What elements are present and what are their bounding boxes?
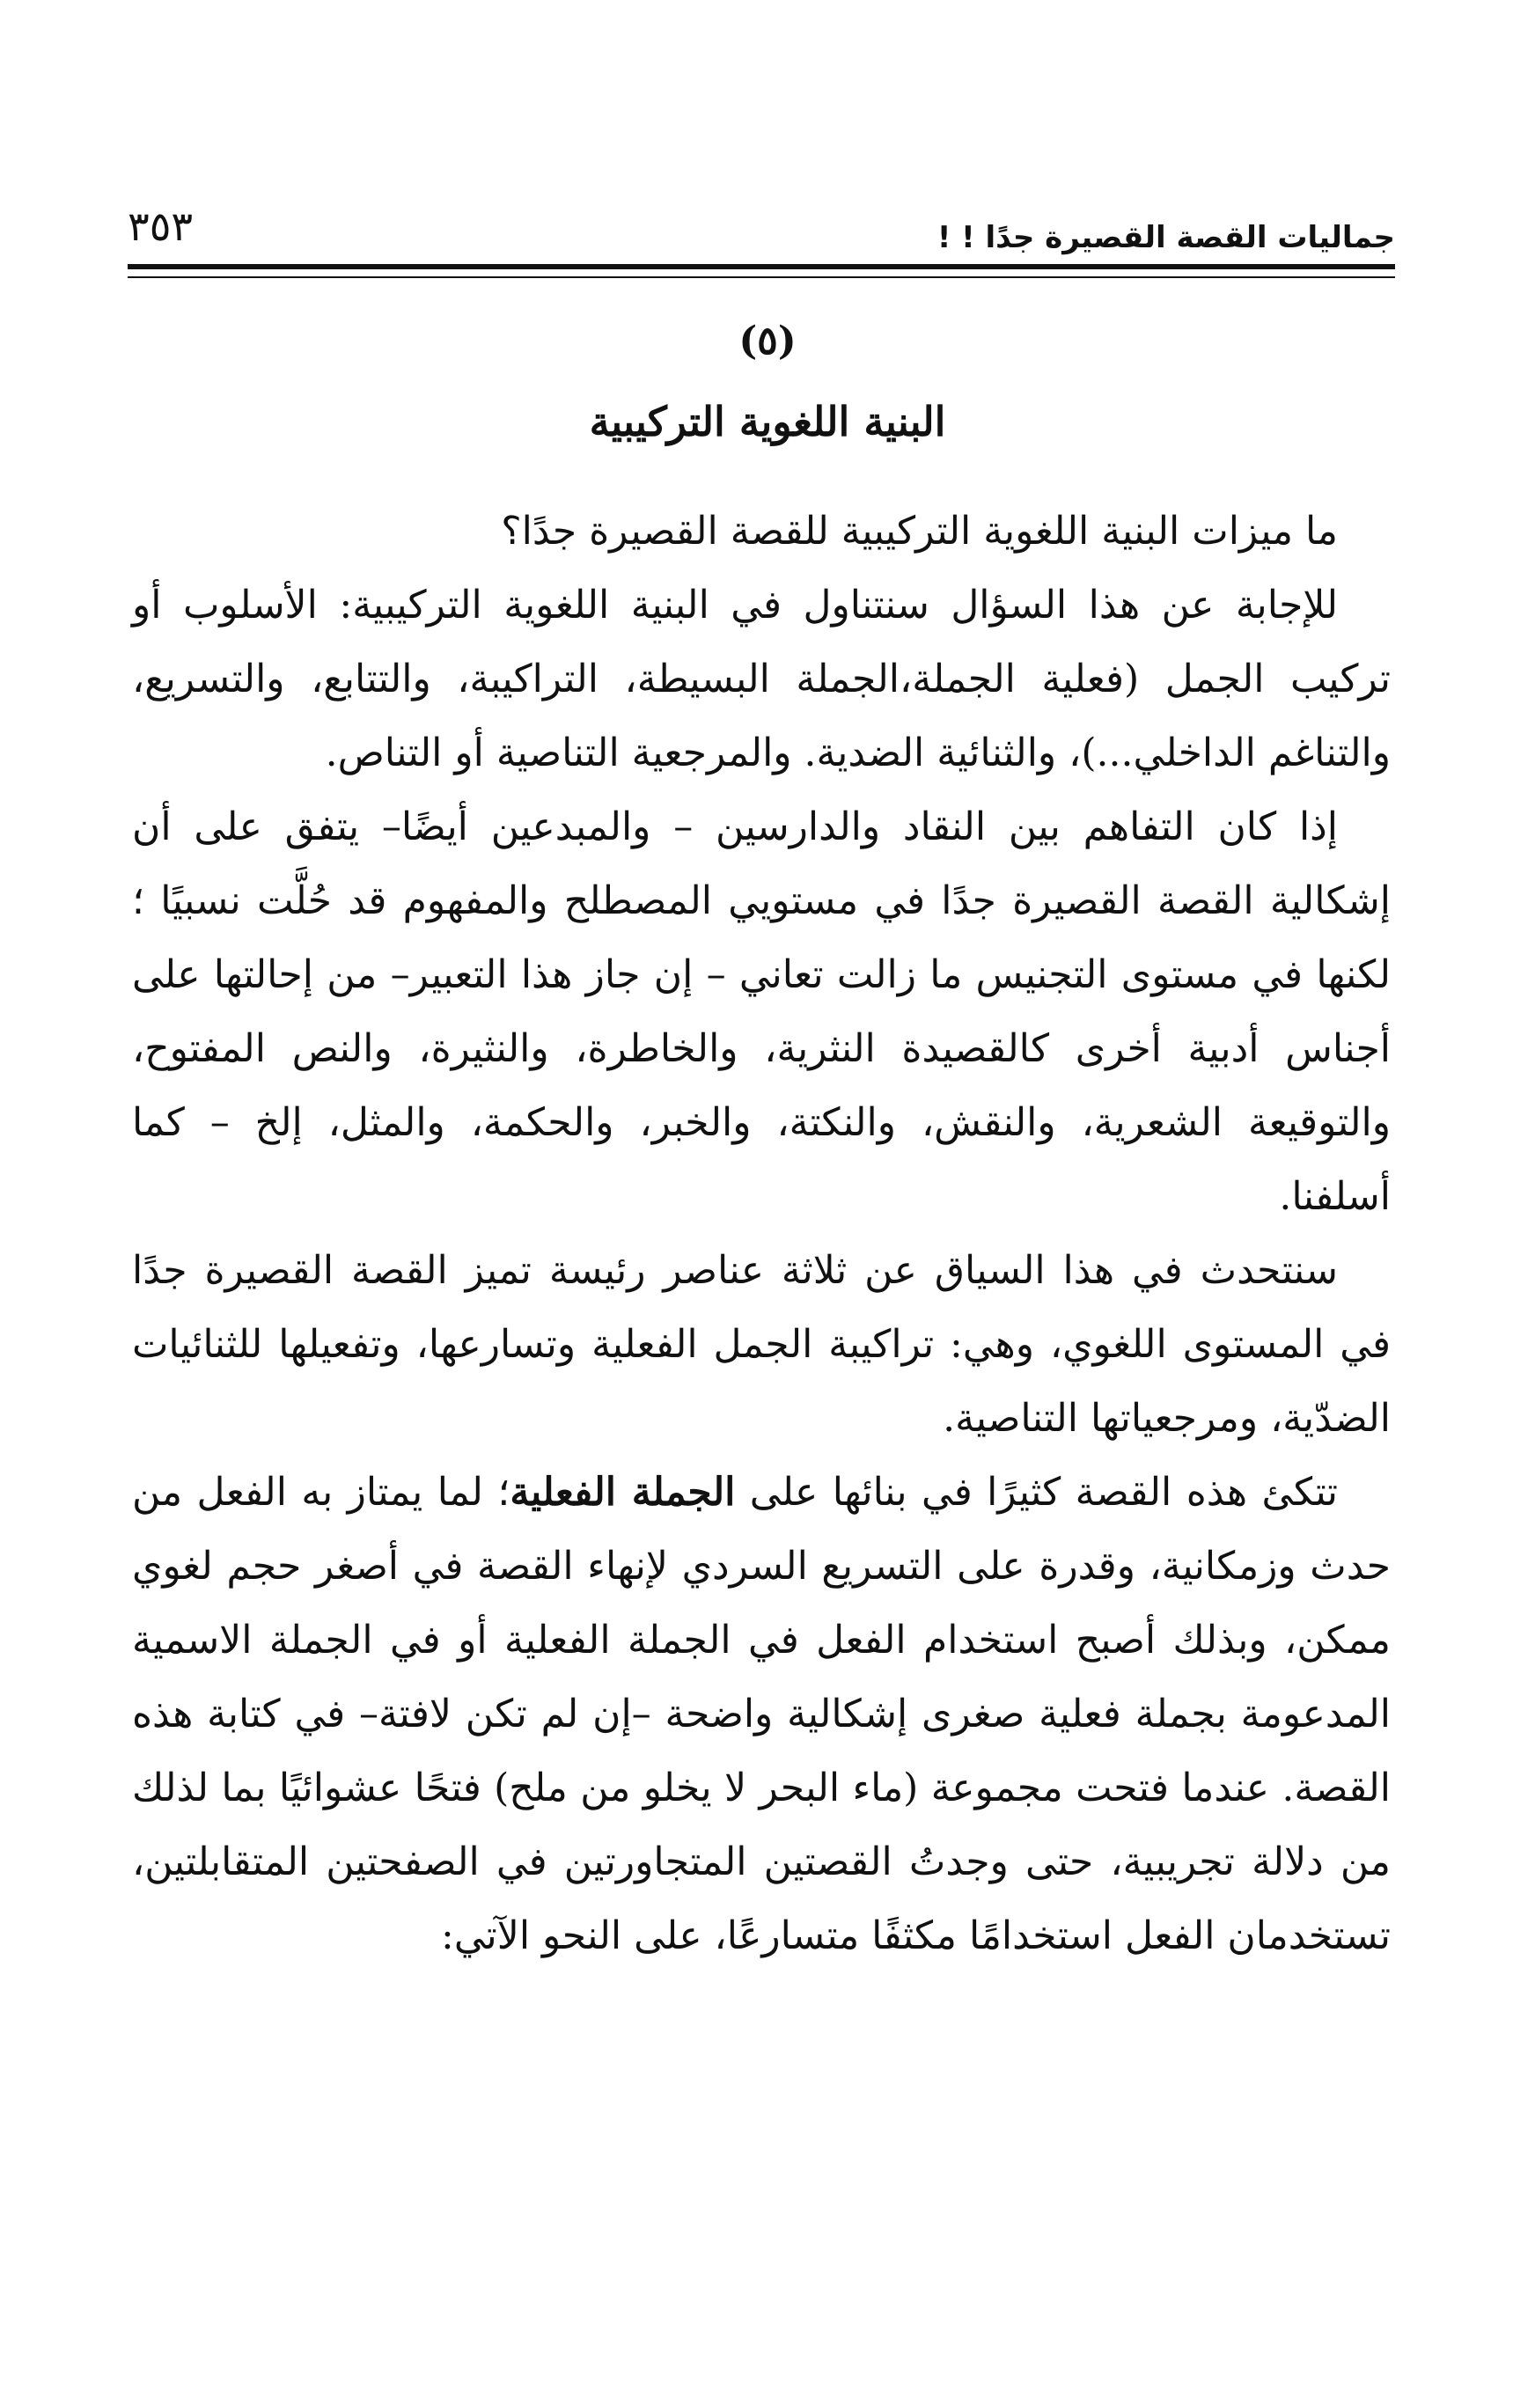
body-text [132,495,1391,1973]
paragraph-text: تتكئ هذه القصة كثيرًا في بنائها على [735,1470,1338,1515]
header-rule-thin [128,276,1395,278]
page-header [128,185,1395,264]
section-title: البنية اللغوية التركيبية [589,398,946,445]
header-rule-thick [128,264,1395,269]
page-number: ٣٥٣ [128,202,194,250]
running-title: جماليات القصة القصيرة جدًا ! ! [936,220,1395,255]
bold-term: الجملة الفعلية [510,1470,736,1515]
paragraph [132,1456,1391,1973]
paragraph-question: ما ميزات البنية اللغوية التركيبية للقصة القصيرة جدًا؟ [501,509,1338,554]
paragraph: للإجابة عن هذا السؤال سنتناول في البنية اللغوية التركيبية: الأسلوب أو تركيب الجمل (فعلية الجملة،الجملة البسيطة، التراكيبة، والتتابع، والتسريع، والتناغم الداخلي...)، والثنائية الضدية. والمرجعية التناصية أو التناص. [132,583,1391,775]
section-number: (٥) [738,319,797,363]
paragraph-text: ؛ لما يمتاز به الفعل من حدث وزمكانية، وقدرة على التسريع السردي لإنهاء القصة في أصغر حجم لغوي ممكن، وبذلك أصبح استخدام الفعل في الجملة الفعلية أو في الجملة الاسمية المدعومة بجملة فعلية صغرى إشكالية واضحة –إن لم تكن لافتة– في كتابة هذه القصة. عندما فتحت مجموعة (ماء البحر لا يخلو من ملح) فتحًا عشوائيًا بما لذلك من دلالة تجريبية، حتى وجدتُ القصتين المتجاورتين في الصفحتين المتقابلتين، تستخدمان الفعل استخدامًا مكثفًا متسارعًا، على النحو الآتي: [132,1470,1391,1958]
paragraph: سنتحدث في هذا السياق عن ثلاثة عناصر رئيسة تميز القصة القصيرة جدًا في المستوى اللغوي، وهي: تراكيبة الجمل الفعلية وتسارعها، وتفعيلها للثنائيات الضدّية، ومرجعياتها التناصية. [132,1248,1391,1441]
paragraph: إذا كان التفاهم بين النقاد والدارسين – والمبدعين أيضًا– يتفق على أن إشكالية القصة القصيرة جدًا في مستويي المصطلح والمفهوم قد حُلَّت نسبيًا ؛ لكنها في مستوى التجنيس ما زالت تعاني – إن جاز هذا التعبير– من إحالتها على أجناس أدبية أخرى كالقصيدة النثرية، والخاطرة، والنثيرة، والنص المفتوح، والتوقيعة الشعرية، والنقش، والنكتة، والخبر، والحكمة، والمثل، إلخ – كما أسلفنا. [132,804,1391,1219]
